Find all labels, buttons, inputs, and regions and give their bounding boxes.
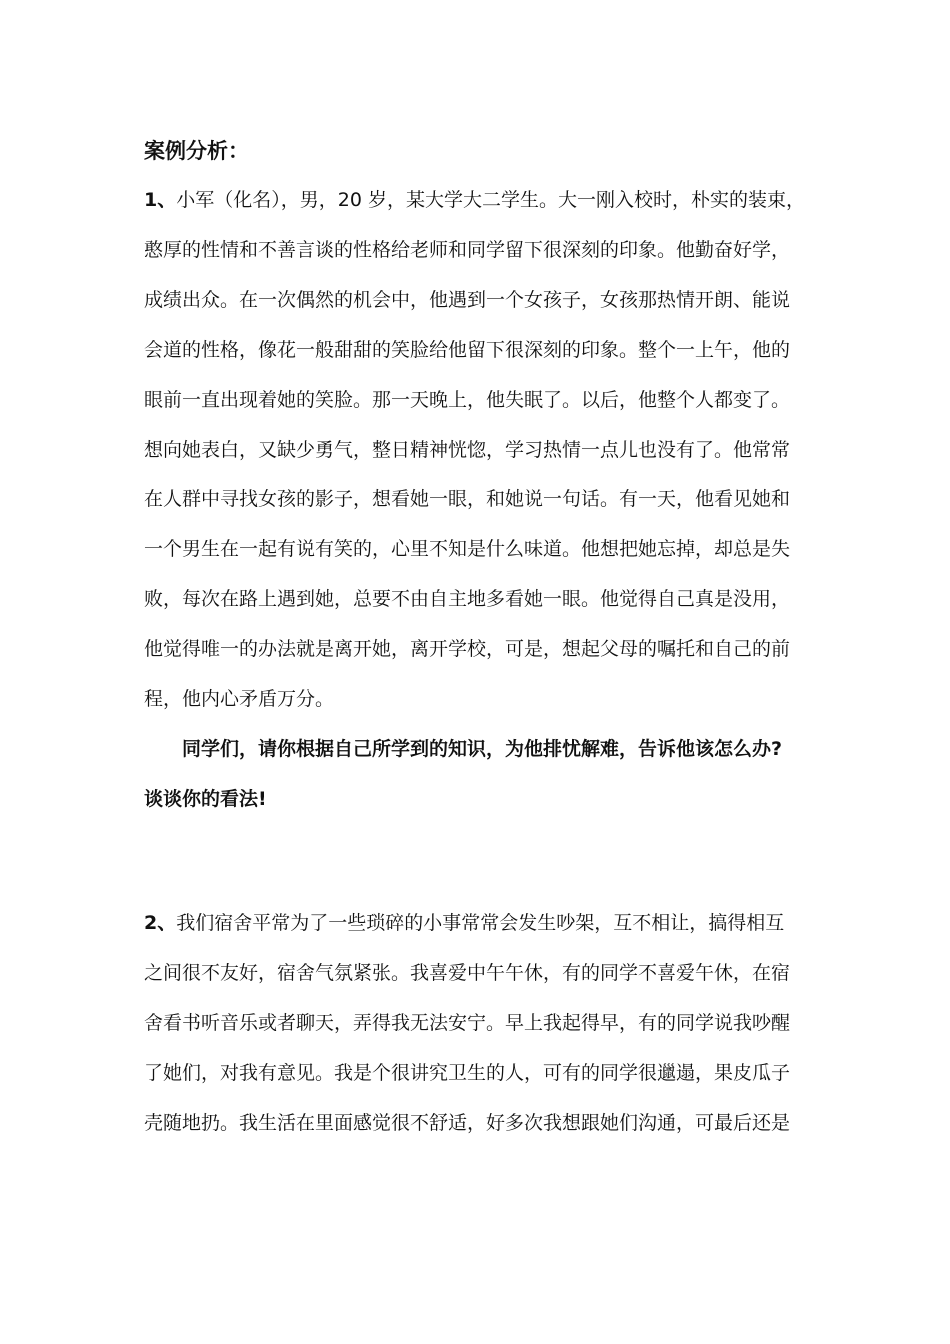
case2-line-1: 我们宿舍平常为了一些琐碎的小事常常会发生吵架，互不相让，搞得相互: [176, 912, 785, 934]
case1-line-8: 一个男生在一起有说有笑的，心里不知是什么味道。他想把她忘掉，却总是失: [144, 538, 791, 560]
case2-paragraph-line: [144, 910, 814, 936]
case2-line-5: 壳随地扔。我生活在里面感觉很不舒适，好多次我想跟她们沟通，可最后还是: [144, 1112, 791, 1134]
case1-line-3: 成绩出众。在一次偶然的机会中，他遇到一个女孩子，女孩那热情开朗、能说: [144, 289, 791, 311]
case1-line-1: 小军（化名），男，20 岁，某大学大二学生。大一刚入校时，朴实的装束，: [176, 189, 805, 211]
case1-question-line-2: 谈谈你的看法!: [144, 788, 267, 810]
case1-line-11: 程，他内心矛盾万分。: [144, 688, 335, 710]
case1-line-7: 在人群中寻找女孩的影子，想看她一眼，和她说一句话。有一天，他看见她和: [144, 488, 791, 510]
case2-line-4: 了她们，对我有意见。我是个很讲究卫生的人，可有的同学很邋遢，果皮瓜子: [144, 1062, 791, 1084]
case1-question-line-1: 同学们，请你根据自己所学到的知识，为他排忧解难，告诉他该怎么办?: [182, 738, 783, 760]
case1-line-5: 眼前一直出现着她的笑脸。那一天晚上，他失眠了。以后，他整个人都变了。: [144, 389, 791, 411]
case2-line-3: 舍看书听音乐或者聊天，弄得我无法安宁。早上我起得早，有的同学说我吵醒: [144, 1012, 791, 1034]
case2-number: 2、: [144, 912, 177, 934]
case1-line-10: 他觉得唯一的办法就是离开她，离开学校，可是，想起父母的嘱托和自己的前: [144, 638, 791, 660]
case1-line-4: 会道的性格，像花一般甜甜的笑脸给他留下很深刻的印象。整个一上午，他的: [144, 339, 791, 361]
case1-line-9: 败，每次在路上遇到她，总要不由自主地多看她一眼。他觉得自己真是没用，: [144, 588, 791, 610]
case2-line-2: 之间很不友好，宿舍气氛紧张。我喜爱中午午休，有的同学不喜爱午休，在宿: [144, 962, 791, 984]
case1-paragraph-line: [144, 187, 814, 213]
case1-line-2: 憨厚的性情和不善言谈的性格给老师和同学留下很深刻的印象。他勤奋好学，: [144, 239, 791, 261]
document-title: 案例分析：: [144, 139, 249, 163]
case1-number: 1、: [144, 189, 177, 211]
case1-line-6: 想向她表白，又缺少勇气，整日精神恍惚，学习热情一点儿也没有了。他常常: [144, 439, 791, 461]
